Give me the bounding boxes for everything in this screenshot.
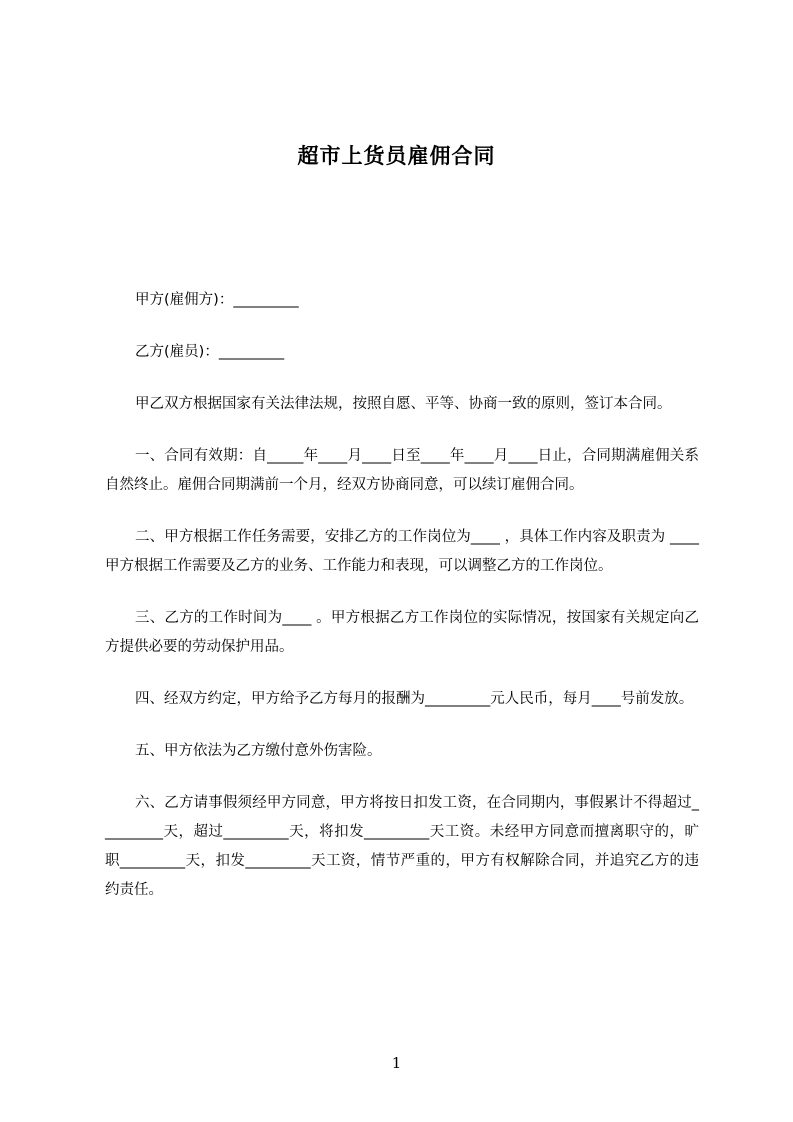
intro-paragraph: 甲乙双方根据国家有关法律法规，按照自愿、平等、协商一致的原则，签订本合同。 — [135, 396, 672, 412]
clause-salary: 四、经双方约定，甲方给予乙方每月的报酬为_________元人民币，每月____号前发放。 — [135, 691, 694, 707]
clause-position: 二、甲方根据工作任务需要，安排乙方的工作岗位为____ ，具体工作内容及职责为 ____甲方根据工作需要及乙方的业务、工作能力和表现，可以调整乙方的工作岗位。 — [105, 529, 699, 574]
clause-term: 一、合同有效期：自_____年____月____日至____年____月____日止，合同期满雇佣关系自然终止。雇佣合同期满前一个月，经双方协商同意，可以续订雇佣合同。 — [105, 448, 699, 493]
page-number: 1 — [391, 1054, 402, 1072]
clause-working-hours: 三、乙方的工作时间为____ 。甲方根据乙方工作岗位的实际情况，按国家有关规定向乙方提供必要的劳动保护用品。 — [105, 610, 699, 655]
document-body — [105, 286, 699, 928]
clause-leave: 六、乙方请事假须经甲方同意，甲方将按日扣发工资，在合同期内，事假累计不得超过_________天，超过_________天，将扣发_________天工资。未经甲方同意而擅离职守的，旷职_________天，扣发_________天工资，情节严重的，甲方有权解除合同，并追究乙方的违约责任。 — [105, 795, 699, 898]
document-title: 超市上货员雇佣合同 — [297, 144, 496, 168]
clause-insurance: 五、甲方依法为乙方缴付意外伤害险。 — [135, 743, 382, 759]
party-b-line: 乙方(雇员)：_________ — [135, 344, 285, 360]
party-a-line: 甲方(雇佣方)：_________ — [135, 292, 299, 308]
